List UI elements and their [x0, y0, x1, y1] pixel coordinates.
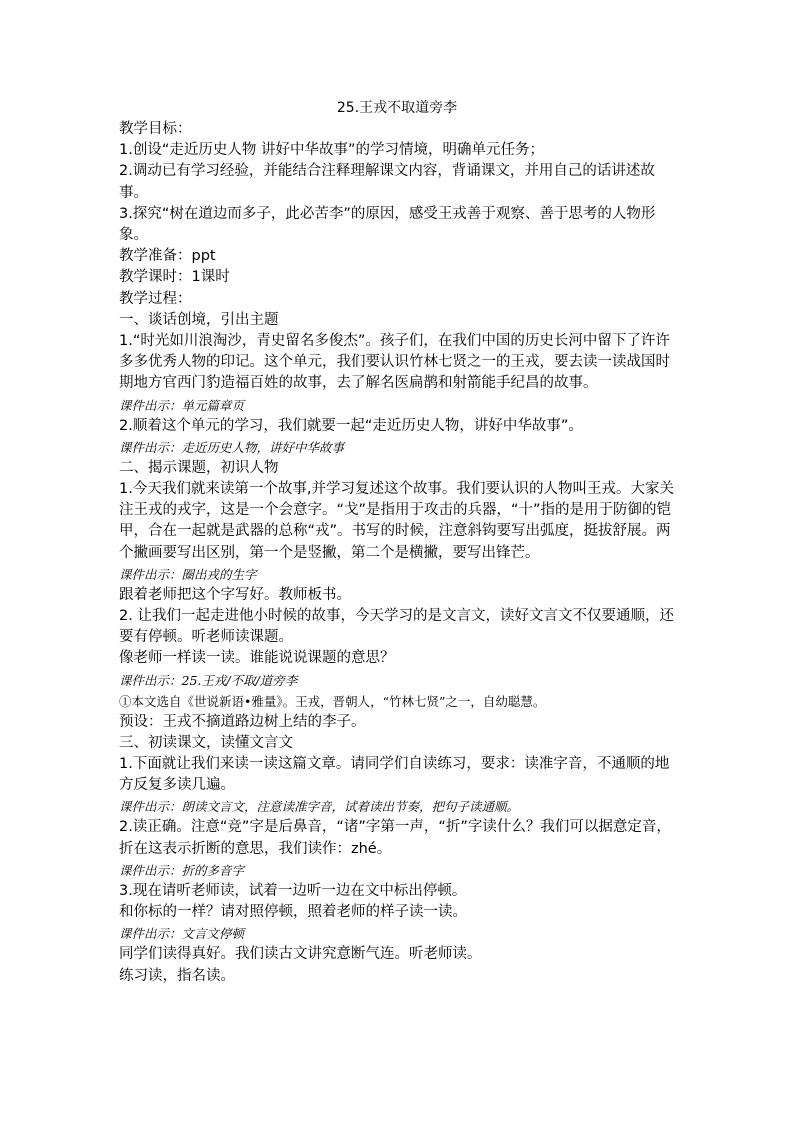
slide-note-6: 课件出示：折的多音字: [119, 862, 245, 878]
paragraph-2: 2.顺着这个单元的学习，我们就要一起“走近历史人物，讲好中华故事”。: [119, 417, 583, 434]
paragraph-5: 2. 让我们一起走进他小时候的故事，今天学习的是文言文，读好文言文不仅要通顺，还要有停顿。听老师读课题。: [119, 608, 674, 646]
slide-note-4: 课件出示：25.王戎/不取/道旁李: [119, 672, 298, 688]
paragraph-7: 预设：王戎不摘道路边树上结的李子。: [119, 713, 366, 730]
paragraph-3: 1.今天我们就来读第一个故事,并学习复述这个故事。我们要认识的人物叫王戎。大家关注王戎的戎字，这是一个会意字。“戈”是指用于攻击的兵器，“十”指的是用于防御的铠甲，合在一起就是武器的总称“戎”。书写的时候，注意斜钩要写出弧度，挺拔舒展。两个撇画要写出区别，第一个是竖撇，第二个是横撇，要写出锋芒。: [119, 481, 674, 561]
slide-note-3: 课件出示：圈出戎的生字: [119, 566, 257, 582]
section-1-heading: 一、谈话创境，引出主题: [119, 311, 279, 328]
goal-item-3: 3.探究“树在道边而多子，此必苦李”的原因，感受王戎善于观察、善于思考的人物形象。: [119, 205, 656, 244]
slide-note-7: 课件出示：文言文停顿: [119, 926, 245, 942]
paragraph-4: 跟着老师把这个字写好。教师板书。: [119, 586, 351, 603]
paragraph-10: 3.现在请听老师读，试着一边听一边在文中标出停顿。: [119, 882, 467, 899]
paragraph-11: 和你标的一样？请对照停顿，照着老师的样子读一读。: [119, 904, 467, 921]
paragraph-8: 1.下面就让我们来读一读这篇文章。请同学们自读练习，要求：读准字音，不通顺的地方反复多读几遍。: [119, 756, 670, 794]
teaching-process-heading: 教学过程：: [119, 290, 192, 307]
document-page: [119, 98, 675, 987]
paragraph-12: 同学们读得真好。我们读古文讲究意断气连。听老师读。: [119, 946, 482, 963]
paragraph-9: 2.读正确。注意“竞”字是后鼻音，“诸”字第一声，“折”字读什么？我们可以据意定音，折在这表示折断的意思，我们读作：zhé。: [119, 819, 671, 857]
slide-note-2: 课件出示：走近历史人物，讲好中华故事: [119, 439, 345, 455]
goal-item-1: 1.创设“走近历史人物 讲好中华故事”的学习情境，明确单元任务；: [119, 142, 544, 159]
slide-note-5: 课件出示：朗读文言文，注意读准字音，试着读出节奏，把句子读通顺。: [119, 799, 520, 815]
section-2-heading: 二、揭示课题，初识人物: [119, 459, 279, 476]
teaching-preparation: 教学准备：ppt: [119, 248, 216, 265]
paragraph-13: 练习读，指名读。: [119, 967, 235, 984]
slide-note-1: 课件出示：单元篇章页: [119, 397, 245, 413]
paragraph-1: 1.“时光如川浪淘沙，青史留名多俊杰”。孩子们，在我们中国的历史长河中留下了许许多多优秀人物的印记。这个单元，我们要认识竹林七贤之一的王戎，要去读一读战国时期地方官西门豹造福百姓的故事，去了解名医扁鹊和射箭能手纪昌的故事。: [119, 333, 670, 392]
goals-heading: 教学目标：: [119, 121, 192, 137]
paragraph-6: 像老师一样读一读。谁能说说课题的意思？: [119, 650, 395, 667]
section-3-heading: 三、初读课文，读懂文言文: [119, 734, 293, 751]
footnote-1: ①本文选自《世说新语•雅量》。王戎，晋朝人，“竹林七贤”之一，自幼聪慧。: [119, 693, 546, 709]
teaching-hours: 教学课时：1课时: [119, 269, 230, 286]
lesson-title: 25.王戎不取道旁李: [336, 100, 458, 116]
goal-item-2: 2.调动已有学习经验，并能结合注释理解课文内容，背诵课文，并用自己的话讲述故事。: [119, 163, 655, 201]
